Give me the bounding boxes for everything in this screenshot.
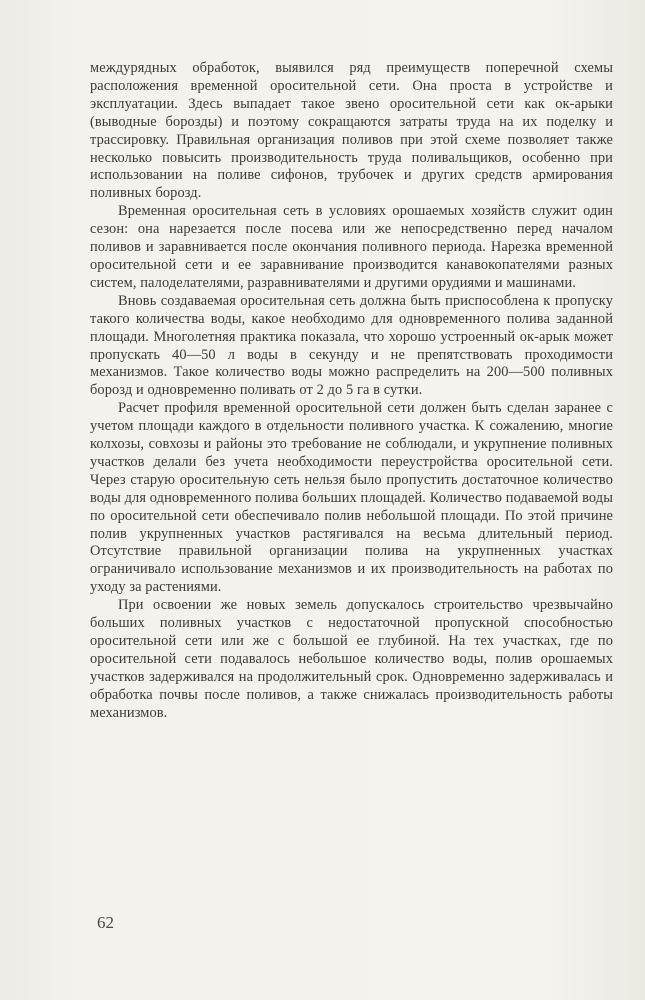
body-text <box>90 60 613 723</box>
paragraph-1: междурядных обработок, выявился ряд преимуществ поперечной схемы расположения временной оросительной сети. Она проста в устройстве и эксплуатации. Здесь выпадает такое звено оросительной сети как ок-арыки (выводные борозды) и поэтому сокращаются затраты труда на их поделку и трассировку. Правильная организация поливов при этой схеме позволяет также несколько повысить производительность труда поливальщиков, особенно при использовании на поливе сифонов, трубочек и других средств армирования поливных борозд. <box>90 60 613 202</box>
paragraph-2: Временная оросительная сеть в условиях орошаемых хозяйств служит один сезон: она нарезается после посева или же непосредственно перед началом поливов и заравнивается после окончания поливного периода. Нарезка временной оросительной сети и ее заравнивание производится канавокопателями разных систем, палоделателями, разравнивателями и другими орудиями и машинами. <box>90 203 613 291</box>
paragraph-4: Расчет профиля временной оросительной сети должен быть сделан заранее с учетом площади каждого в отдельности поливного участка. К сожалению, многие колхозы, совхозы и районы это требование не соблюдали, и укрупнение поливных участков делали без учета необходимости переустройства оросительной сети. Через старую оросительную сеть нельзя было пропустить достаточное количество воды для одновременного полива больших площадей. Количество подаваемой воды по оросительной сети обеспечивало полив небольшой площади. По этой причине полив укрупненных участков растягивался на весьма длительный период. Отсутствие правильной организации полива на укрупненных участках ограничивало использование механизмов и их производительность на работах по уходу за растениями. <box>90 400 613 596</box>
page-number: 62 <box>97 913 114 932</box>
paragraph-5: При освоении же новых земель допускалось строительство чрезвычайно больших поливных участков с недостаточной пропускной способностью оросительной сети или же с большой ее глубиной. На тех участках, где по оросительной сети подавалось небольшое количество воды, полив орошаемых участков задерживался на продолжительный срок. Одновременно задерживалась и обработка почвы после поливов, а также снижалась производительность работы механизмов. <box>90 597 613 721</box>
paragraph-3: Вновь создаваемая оросительная сеть должна быть приспособлена к пропуску такого количества воды, какое необходимо для одновременного полива заданной площади. Многолетняя практика показала, что хорошо устроенный ок-арык может пропускать 40—50 л воды в секунду и не препятствовать проходимости механизмов. Такое количество воды можно распределить на 200—500 поливных борозд и одновременно поливать от 2 до 5 га в сутки. <box>90 292 613 399</box>
